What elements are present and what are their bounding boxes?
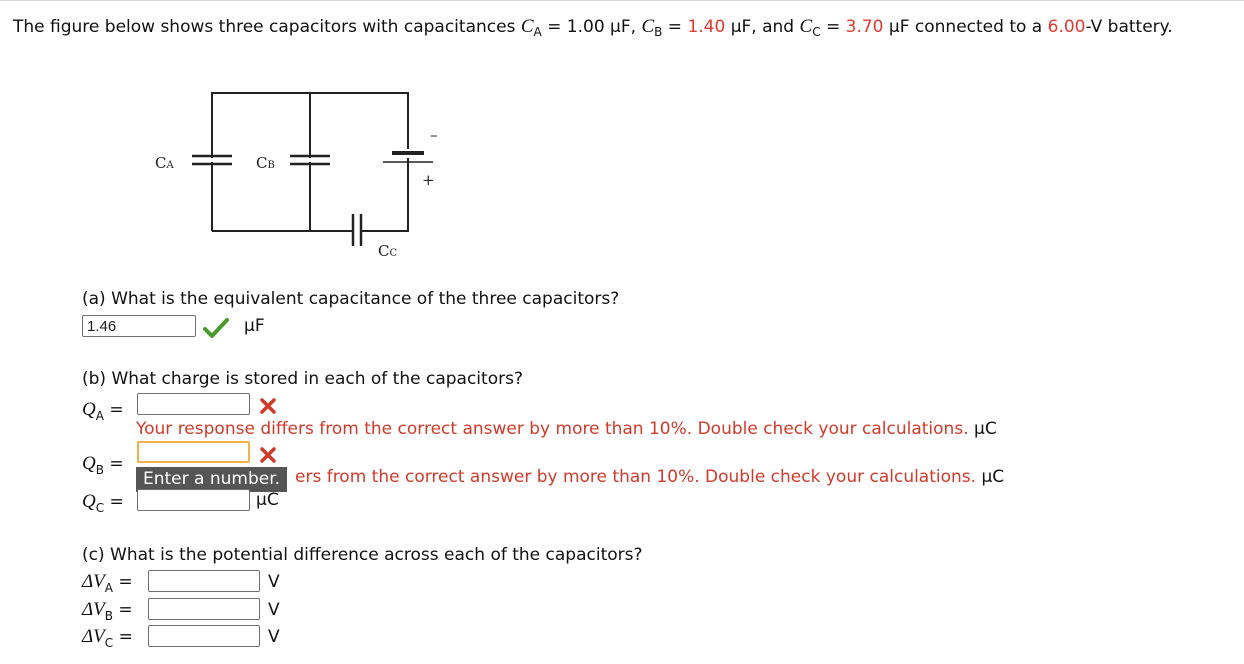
- intro-text: The figure below shows three capacitors with capacitances: [13, 17, 521, 37]
- ca-value: = 1.00 µF,: [541, 17, 642, 37]
- problem-statement: [13, 11, 1238, 44]
- cc-symbol: C: [799, 16, 813, 37]
- dvb-label: $\Delta V_B$ =: [82, 599, 133, 623]
- dva-label: $\Delta V_A$ =: [82, 571, 133, 595]
- qc-input[interactable]: [137, 489, 250, 511]
- qb-error-message: ers from the correct answer by more than 10%. Double check your calculations. µC: [295, 467, 1005, 487]
- cc-equals: =: [820, 17, 846, 37]
- enter-number-tooltip: Enter a number.: [136, 467, 287, 492]
- circuit-diagram: [150, 88, 450, 268]
- correct-check-icon: [203, 317, 229, 339]
- ca-symbol: C: [520, 16, 534, 37]
- voltage-unit: -V battery.: [1085, 17, 1173, 37]
- bottom-right-wire: [361, 158, 408, 231]
- ca-label: CA: [155, 154, 174, 172]
- part-a-question: (a) What is the equivalent capacitance of the three capacitors?: [82, 289, 620, 309]
- part-a-unit: µF: [244, 316, 265, 336]
- voltage-value: 6.00: [1047, 17, 1086, 37]
- qb-input[interactable]: [137, 441, 250, 463]
- battery-minus-label: –: [430, 126, 438, 144]
- qc-label: $Q_C$ =: [82, 491, 124, 515]
- qb-label: $Q_B$ =: [82, 453, 124, 477]
- cc-label: CC: [378, 242, 398, 260]
- qa-error-message: Your response differs from the correct answer by more than 10%. Double check your calculations. µC: [136, 419, 997, 439]
- cb-symbol: C: [641, 16, 655, 37]
- part-b-question: (b) What charge is stored in each of the capacitors?: [82, 369, 523, 389]
- incorrect-x-icon: [258, 445, 278, 465]
- part-c-question: (c) What is the potential difference across each of the capacitors?: [82, 545, 643, 565]
- dvc-unit: V: [268, 627, 280, 647]
- dva-unit: V: [268, 572, 280, 592]
- dvc-input[interactable]: [148, 625, 260, 647]
- cc-value: 3.70: [845, 17, 884, 37]
- dva-input[interactable]: [148, 570, 260, 592]
- dvc-label: $\Delta V_C$ =: [82, 626, 133, 650]
- equivalent-capacitance-input[interactable]: 1.46: [82, 315, 196, 337]
- cb-unit: µF, and: [725, 17, 800, 37]
- cc-unit: µF connected to a: [883, 17, 1048, 37]
- ca-subscript: A: [533, 25, 542, 39]
- cc-subscript: C: [812, 25, 821, 39]
- cb-subscript: B: [654, 25, 663, 39]
- qa-input[interactable]: [137, 393, 250, 415]
- battery-plus-label: +: [422, 171, 435, 189]
- qa-label: $Q_A$ =: [82, 399, 124, 423]
- top-divider: [0, 0, 1244, 1]
- qc-unit: µC: [256, 490, 279, 510]
- dvb-unit: V: [268, 600, 280, 620]
- dvb-input[interactable]: [148, 598, 260, 620]
- cb-value: 1.40: [687, 17, 726, 37]
- incorrect-x-icon: [258, 396, 278, 416]
- cb-equals: =: [662, 17, 688, 37]
- cb-label: CB: [256, 154, 275, 172]
